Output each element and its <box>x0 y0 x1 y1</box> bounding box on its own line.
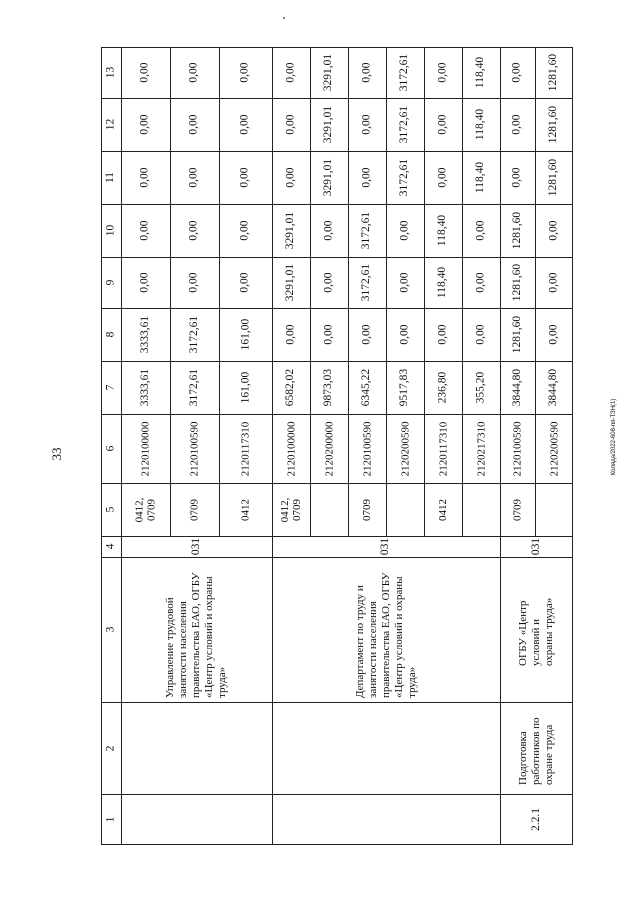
row-1-sub-2-col-6 <box>348 414 386 483</box>
header-col-5-text: 5 <box>104 506 117 513</box>
row-1-sub-4-col-8 <box>424 308 462 361</box>
row-2-sub-0-col-12-text: 0,00 <box>511 114 523 135</box>
row-0-sub-0-col-10 <box>121 204 170 257</box>
row-0-sub-0-col-5 <box>121 483 170 536</box>
row-1-sub-5-col-11 <box>462 151 500 204</box>
row-1-sub-3-col-6-text: 2120200590 <box>399 421 411 476</box>
header-col-11-text: 11 <box>104 171 117 184</box>
row-1-sub-4-col-5-text: 0412 <box>437 498 449 521</box>
row-1-sub-2-col-9-text: 3172,61 <box>360 263 373 302</box>
header-col-12 <box>101 98 121 151</box>
row-2-sub-0-col-12 <box>500 98 535 151</box>
header-col-8 <box>101 308 121 361</box>
row-0-sub-2-col-13-text: 0,00 <box>239 62 251 83</box>
row-1-sub-2-col-12 <box>348 98 386 151</box>
row-2-sub-0-col-7-text: 3844,80 <box>511 368 523 407</box>
row-1-sub-4-col-9 <box>424 257 462 308</box>
header-col-12-text: 12 <box>104 118 117 131</box>
row-1-sub-5-col-10-text: 0,00 <box>474 220 487 241</box>
row-1-sub-3-col-13 <box>386 47 424 98</box>
row-1-sub-3-col-8-text: 0,00 <box>398 324 411 345</box>
row-1-sub-2-col-11 <box>348 151 386 204</box>
row-0-col-3-text: Управление трудовой занятости населения правительства ЕАО, ОГБУ «Центр условий и охраны труда» <box>164 572 228 698</box>
row-2-sub-1-col-13 <box>535 47 573 98</box>
header-col-9 <box>101 257 121 308</box>
row-2-sub-0-col-11 <box>500 151 535 204</box>
row-0-sub-2-col-7-text: 161,00 <box>239 371 251 404</box>
budget-table <box>101 47 573 845</box>
row-1-sub-2-col-11-text: 0,00 <box>360 167 373 188</box>
row-1-sub-4-col-10 <box>424 204 462 257</box>
page-number: 33 <box>49 447 64 461</box>
header-col-3 <box>101 557 121 702</box>
row-0-sub-1-col-13-text: 0,00 <box>188 62 200 83</box>
header-col-2-text: 2 <box>104 745 117 751</box>
row-0-sub-1-col-8-text: 3172,61 <box>188 315 200 354</box>
row-1-sub-4-col-13-text: 0,00 <box>436 62 449 83</box>
row-1-col-3 <box>272 557 500 702</box>
row-2-sub-0-col-8-text: 1281,60 <box>511 315 523 354</box>
row-2-sub-0-col-10 <box>500 204 535 257</box>
row-0-sub-0-col-6-text: 2120100000 <box>139 421 152 476</box>
row-0-sub-2-col-10-text: 0,00 <box>239 220 251 241</box>
row-1-sub-0-col-10 <box>272 204 310 257</box>
header-col-13-text: 13 <box>104 66 117 79</box>
row-1-sub-2-col-12-text: 0,00 <box>360 114 373 135</box>
header-col-13 <box>101 47 121 98</box>
row-0-col-1 <box>121 794 272 845</box>
row-0-sub-1-col-7 <box>170 361 219 414</box>
row-0-sub-1-col-9-text: 0,00 <box>188 272 200 293</box>
row-2-sub-0-col-6-text: 2120100590 <box>511 421 524 476</box>
row-1-sub-4-col-12 <box>424 98 462 151</box>
row-1-sub-3-col-10 <box>386 204 424 257</box>
row-1-sub-4-col-10-text: 118,40 <box>436 214 449 247</box>
row-1-sub-5-col-8-text: 0,00 <box>474 324 487 345</box>
row-2-sub-0-col-8 <box>500 308 535 361</box>
row-1-col-4 <box>272 536 500 557</box>
row-2-col-3 <box>500 557 573 702</box>
header-col-11 <box>101 151 121 204</box>
row-1-sub-2-col-8-text: 0,00 <box>360 324 373 345</box>
row-2-sub-1-col-6 <box>535 414 573 483</box>
row-1-sub-2-col-5 <box>348 483 386 536</box>
row-0-sub-0-col-9 <box>121 257 170 308</box>
row-2-sub-0-col-5 <box>500 483 535 536</box>
row-0-sub-2-col-12 <box>219 98 272 151</box>
row-0-sub-0-col-12-text: 0,00 <box>139 114 151 135</box>
row-1-sub-0-col-13-text: 0,00 <box>284 62 297 83</box>
row-0-sub-0-col-6 <box>121 414 170 483</box>
row-2-col-3-text: ОГБУ «Центр условий и охраны труда» <box>517 597 555 666</box>
row-1-sub-3-col-5 <box>386 483 424 536</box>
row-0-sub-2-col-5-text: 0412 <box>239 498 252 521</box>
header-col-7 <box>101 361 121 414</box>
row-1-sub-5-col-13-text: 118,40 <box>474 56 487 89</box>
row-0-sub-1-col-10-text: 0,00 <box>188 220 200 241</box>
row-1-sub-5-col-12-text: 118,40 <box>474 108 487 141</box>
row-2-sub-1-col-10 <box>535 204 573 257</box>
row-1-sub-1-col-7-text: 9873,03 <box>322 368 335 407</box>
row-1-sub-5-col-13 <box>462 47 500 98</box>
row-2-sub-1-col-9 <box>535 257 573 308</box>
row-1-sub-2-col-5-text: 0709 <box>361 498 373 521</box>
row-1-sub-0-col-5 <box>272 483 310 536</box>
row-1-sub-4-col-11 <box>424 151 462 204</box>
row-1-col-2 <box>272 702 500 794</box>
row-2-sub-0-col-7 <box>500 361 535 414</box>
row-2-sub-0-col-10-text: 1281,60 <box>511 211 523 250</box>
row-1-sub-4-col-7 <box>424 361 462 414</box>
row-1-sub-1-col-9-text: 0,00 <box>322 272 335 293</box>
row-1-sub-1-col-8-text: 0,00 <box>322 324 335 345</box>
row-1-sub-4-col-9-text: 118,40 <box>436 266 449 299</box>
row-1-sub-2-col-10 <box>348 204 386 257</box>
row-1-sub-0-col-13 <box>272 47 310 98</box>
header-col-10 <box>101 204 121 257</box>
row-1-sub-1-col-13 <box>310 47 348 98</box>
header-col-2 <box>101 702 121 794</box>
row-1-sub-0-col-7 <box>272 361 310 414</box>
header-col-6 <box>101 414 121 483</box>
row-1-sub-3-col-12 <box>386 98 424 151</box>
row-1-sub-2-col-9 <box>348 257 386 308</box>
row-1-sub-3-col-11 <box>386 151 424 204</box>
row-1-sub-4-col-5 <box>424 483 462 536</box>
row-0-sub-1-col-12-text: 0,00 <box>188 114 200 135</box>
row-2-sub-1-col-12-text: 1281,60 <box>547 105 560 144</box>
row-1-sub-0-col-8-text: 0,00 <box>284 324 297 345</box>
row-0-sub-2-col-12-text: 0,00 <box>239 114 251 135</box>
row-1-sub-1-col-12 <box>310 98 348 151</box>
row-0-sub-0-col-8 <box>121 308 170 361</box>
row-1-sub-0-col-11 <box>272 151 310 204</box>
row-0-col-3 <box>121 557 272 702</box>
row-2-sub-1-col-6-text: 2120200590 <box>548 421 560 476</box>
row-1-sub-4-col-8-text: 0,00 <box>436 324 449 345</box>
header-col-9-text: 9 <box>104 279 117 286</box>
row-2-sub-0-col-11-text: 0,00 <box>511 167 523 188</box>
row-0-sub-0-col-13 <box>121 47 170 98</box>
row-0-sub-2-col-7 <box>219 361 272 414</box>
row-0-sub-1-col-6-text: 2120100590 <box>188 421 201 476</box>
row-1-sub-2-col-8 <box>348 308 386 361</box>
scan-speck <box>283 17 285 19</box>
row-2-col-2 <box>500 702 573 794</box>
document-code: Коляда/2022-608-пп-ТЗН(1) <box>611 398 617 476</box>
row-2-sub-1-col-9-text: 0,00 <box>547 272 560 293</box>
row-0-sub-1-col-8 <box>170 308 219 361</box>
row-1-sub-1-col-11 <box>310 151 348 204</box>
row-2-sub-0-col-9 <box>500 257 535 308</box>
row-1-sub-0-col-12-text: 0,00 <box>284 114 297 135</box>
row-1-sub-1-col-7 <box>310 361 348 414</box>
row-0-sub-2-col-6 <box>219 414 272 483</box>
row-1-sub-2-col-13 <box>348 47 386 98</box>
header-col-3-text: 3 <box>104 626 117 633</box>
row-0-sub-1-col-10 <box>170 204 219 257</box>
row-1-sub-4-col-7-text: 236,80 <box>436 371 449 404</box>
row-2-col-1 <box>500 794 573 845</box>
row-1-sub-3-col-9 <box>386 257 424 308</box>
row-2-sub-1-col-5 <box>535 483 573 536</box>
row-1-sub-4-col-12-text: 0,00 <box>436 114 449 135</box>
row-2-sub-0-col-9-text: 1281,60 <box>511 263 523 302</box>
row-1-sub-5-col-7-text: 355,20 <box>474 371 487 404</box>
row-2-col-4 <box>500 536 573 557</box>
header-col-6-text: 6 <box>104 445 117 452</box>
row-2-col-2-text: Подготовка работников по охране труда <box>517 716 555 785</box>
row-2-col-1-text: 2.2.1 <box>530 808 542 831</box>
row-1-sub-5-col-6-text: 2120217310 <box>475 421 487 476</box>
header-col-8-text: 8 <box>104 331 117 338</box>
row-0-sub-2-col-8-text: 161,00 <box>239 318 251 351</box>
row-2-sub-1-col-8 <box>535 308 573 361</box>
row-0-sub-2-col-11-text: 0,00 <box>239 167 251 188</box>
row-0-sub-2-col-6-text: 2120117310 <box>239 421 252 476</box>
row-1-sub-0-col-9-text: 3291,01 <box>284 263 297 302</box>
row-0-sub-0-col-12 <box>121 98 170 151</box>
header-col-4 <box>101 536 121 557</box>
row-1-sub-4-col-6-text: 2120117310 <box>437 421 449 476</box>
row-1-sub-1-col-12-text: 3291,01 <box>322 105 335 144</box>
row-0-col-4-text: 031 <box>190 537 202 556</box>
row-0-sub-0-col-11-text: 0,00 <box>139 167 151 188</box>
row-1-sub-3-col-11-text: 3172,61 <box>398 158 411 197</box>
row-0-sub-1-col-11 <box>170 151 219 204</box>
row-1-sub-0-col-8 <box>272 308 310 361</box>
row-1-sub-3-col-9-text: 0,00 <box>398 272 411 293</box>
row-1-sub-1-col-9 <box>310 257 348 308</box>
row-0-sub-1-col-9 <box>170 257 219 308</box>
row-2-sub-1-col-10-text: 0,00 <box>547 220 560 241</box>
row-1-sub-1-col-5 <box>310 483 348 536</box>
row-2-sub-0-col-13 <box>500 47 535 98</box>
row-1-sub-0-col-12 <box>272 98 310 151</box>
row-1-sub-5-col-8 <box>462 308 500 361</box>
row-2-sub-1-col-7-text: 3844,80 <box>547 368 560 407</box>
row-2-sub-0-col-5-text: 0709 <box>511 498 524 521</box>
row-1-sub-5-col-10 <box>462 204 500 257</box>
row-0-sub-1-col-13 <box>170 47 219 98</box>
row-2-sub-1-col-11 <box>535 151 573 204</box>
row-0-sub-0-col-10-text: 0,00 <box>139 220 151 241</box>
row-1-sub-3-col-7-text: 9517,83 <box>398 368 411 407</box>
row-0-sub-0-col-9-text: 0,00 <box>139 272 151 293</box>
row-1-sub-0-col-10-text: 3291,01 <box>284 211 297 250</box>
row-1-sub-1-col-10-text: 0,00 <box>322 220 335 241</box>
row-0-sub-1-col-12 <box>170 98 219 151</box>
row-0-sub-0-col-7 <box>121 361 170 414</box>
row-0-col-4 <box>121 536 272 557</box>
row-1-col-3-text: Департамент по труду и занятости населения правительства ЕАО, ОГБУ «Центр условий и охраны труда» <box>353 572 418 698</box>
row-1-sub-5-col-6 <box>462 414 500 483</box>
row-1-sub-3-col-6 <box>386 414 424 483</box>
row-1-sub-4-col-13 <box>424 47 462 98</box>
header-col-4-text: 4 <box>104 543 117 550</box>
row-1-sub-4-col-6 <box>424 414 462 483</box>
row-1-sub-0-col-6 <box>272 414 310 483</box>
row-1-sub-0-col-5-text: 0412, 0709 <box>279 497 303 522</box>
row-1-sub-1-col-11-text: 3291,01 <box>322 158 335 197</box>
row-2-sub-1-col-13-text: 1281,60 <box>547 53 560 92</box>
row-1-sub-3-col-8 <box>386 308 424 361</box>
header-col-7-text: 7 <box>104 384 117 391</box>
row-1-sub-3-col-13-text: 3172,61 <box>398 53 411 92</box>
row-2-sub-0-col-13-text: 0,00 <box>511 62 523 83</box>
row-1-sub-3-col-12-text: 3172,61 <box>398 105 411 144</box>
row-2-col-4-text: 031 <box>530 537 542 556</box>
row-0-sub-0-col-7-text: 3333,61 <box>139 368 151 407</box>
row-0-sub-2-col-9-text: 0,00 <box>239 272 251 293</box>
row-0-sub-0-col-8-text: 3333,61 <box>139 315 151 354</box>
row-0-sub-2-col-9 <box>219 257 272 308</box>
row-0-sub-1-col-11-text: 0,00 <box>188 167 200 188</box>
row-1-sub-5-col-12 <box>462 98 500 151</box>
row-1-sub-2-col-6-text: 2120100590 <box>361 421 373 476</box>
header-col-5 <box>101 483 121 536</box>
row-1-sub-3-col-7 <box>386 361 424 414</box>
row-1-sub-3-col-10-text: 0,00 <box>398 220 411 241</box>
row-0-sub-1-col-7-text: 3172,61 <box>188 368 200 407</box>
row-2-sub-1-col-8-text: 0,00 <box>547 324 560 345</box>
row-1-sub-5-col-5 <box>462 483 500 536</box>
row-1-sub-0-col-9 <box>272 257 310 308</box>
row-0-sub-0-col-13-text: 0,00 <box>139 62 151 83</box>
row-1-sub-2-col-7 <box>348 361 386 414</box>
row-0-sub-1-col-5 <box>170 483 219 536</box>
row-1-sub-2-col-7-text: 6345,22 <box>360 368 373 407</box>
row-0-sub-1-col-5-text: 0709 <box>188 498 201 521</box>
row-0-sub-2-col-10 <box>219 204 272 257</box>
row-1-sub-4-col-11-text: 0,00 <box>436 167 449 188</box>
row-1-col-4-text: 031 <box>379 537 392 556</box>
row-1-sub-5-col-7 <box>462 361 500 414</box>
row-0-sub-2-col-13 <box>219 47 272 98</box>
row-1-sub-2-col-10-text: 3172,61 <box>360 211 373 250</box>
row-0-sub-2-col-8 <box>219 308 272 361</box>
row-1-sub-1-col-13-text: 3291,01 <box>322 53 335 92</box>
row-1-sub-1-col-10 <box>310 204 348 257</box>
row-0-sub-2-col-5 <box>219 483 272 536</box>
row-2-sub-1-col-12 <box>535 98 573 151</box>
row-0-sub-0-col-5-text: 0412, 0709 <box>133 497 158 522</box>
row-1-sub-0-col-6-text: 2120100000 <box>285 421 297 476</box>
header-col-1 <box>101 794 121 845</box>
row-0-sub-0-col-11 <box>121 151 170 204</box>
row-0-sub-2-col-11 <box>219 151 272 204</box>
header-col-1-text: 1 <box>104 816 117 823</box>
header-col-10-text: 10 <box>104 224 117 237</box>
row-1-sub-5-col-9 <box>462 257 500 308</box>
row-1-sub-0-col-11-text: 0,00 <box>284 167 297 188</box>
row-1-sub-0-col-7-text: 6582,02 <box>284 368 297 407</box>
row-2-sub-1-col-7 <box>535 361 573 414</box>
row-1-sub-5-col-11-text: 118,40 <box>474 161 487 194</box>
row-1-sub-5-col-9-text: 0,00 <box>474 272 487 293</box>
row-1-sub-1-col-8 <box>310 308 348 361</box>
row-2-sub-0-col-6 <box>500 414 535 483</box>
row-1-sub-1-col-6 <box>310 414 348 483</box>
row-1-col-1 <box>272 794 500 845</box>
row-0-sub-1-col-6 <box>170 414 219 483</box>
row-0-col-2 <box>121 702 272 794</box>
row-2-sub-1-col-11-text: 1281,60 <box>547 158 560 197</box>
row-1-sub-2-col-13-text: 0,00 <box>360 62 373 83</box>
row-1-sub-1-col-6-text: 2120200000 <box>323 421 335 476</box>
